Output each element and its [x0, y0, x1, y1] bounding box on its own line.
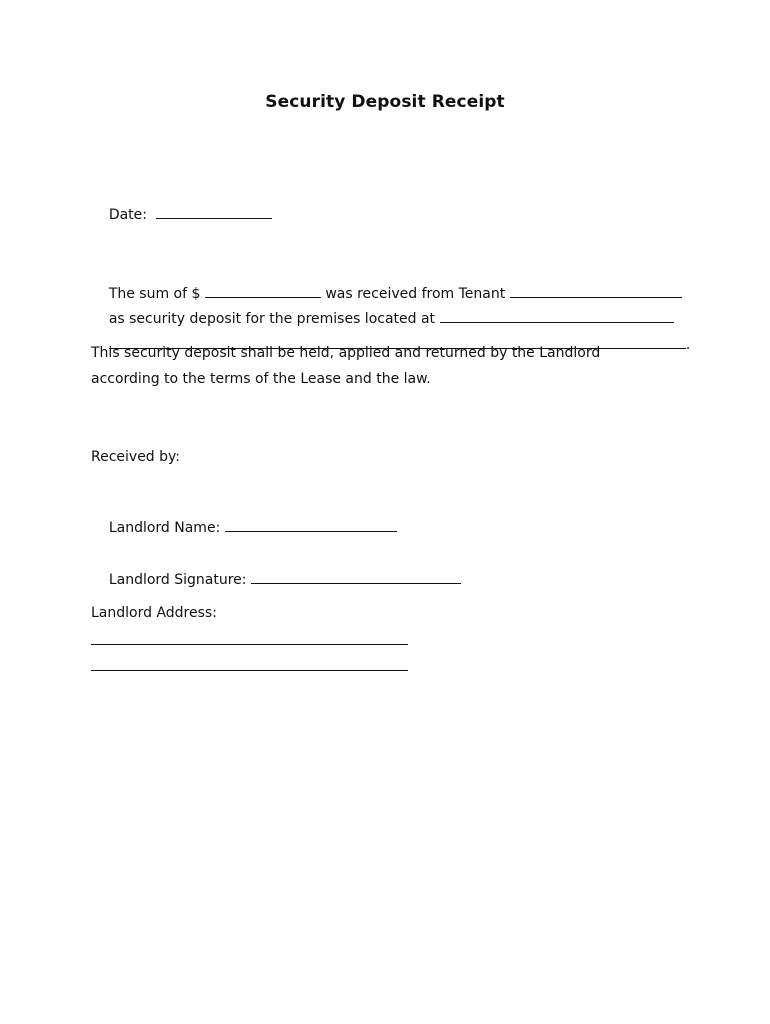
landlord-name-line — [91, 500, 397, 555]
landlord-name-blank[interactable] — [225, 518, 397, 532]
landlord-signature-label: Landlord Signature: — [108, 572, 247, 588]
date-label: Date: — [108, 207, 147, 223]
held-text: This security deposit shall be held, applied and returned by the Landlord — [91, 345, 601, 361]
landlord-address-blank-1[interactable] — [91, 644, 408, 645]
sum-prefix: The sum of $ — [108, 286, 201, 302]
line-end-period: . — [685, 337, 691, 353]
landlord-signature-blank[interactable] — [251, 570, 461, 584]
landlord-address-label: Landlord Address: — [91, 605, 217, 621]
landlord-address-blank-2[interactable] — [91, 670, 408, 671]
premises-text: as security deposit for the premises located at — [108, 311, 436, 327]
date-line — [91, 187, 272, 242]
date-blank[interactable] — [156, 205, 272, 219]
document-title: Security Deposit Receipt — [265, 92, 505, 112]
sum-mid: was received from Tenant — [325, 286, 506, 302]
received-by-label: Received by: — [91, 449, 181, 465]
terms-text: according to the terms of the Lease and the law. — [91, 371, 431, 387]
landlord-name-label: Landlord Name: — [108, 520, 221, 536]
landlord-signature-line — [91, 552, 461, 607]
